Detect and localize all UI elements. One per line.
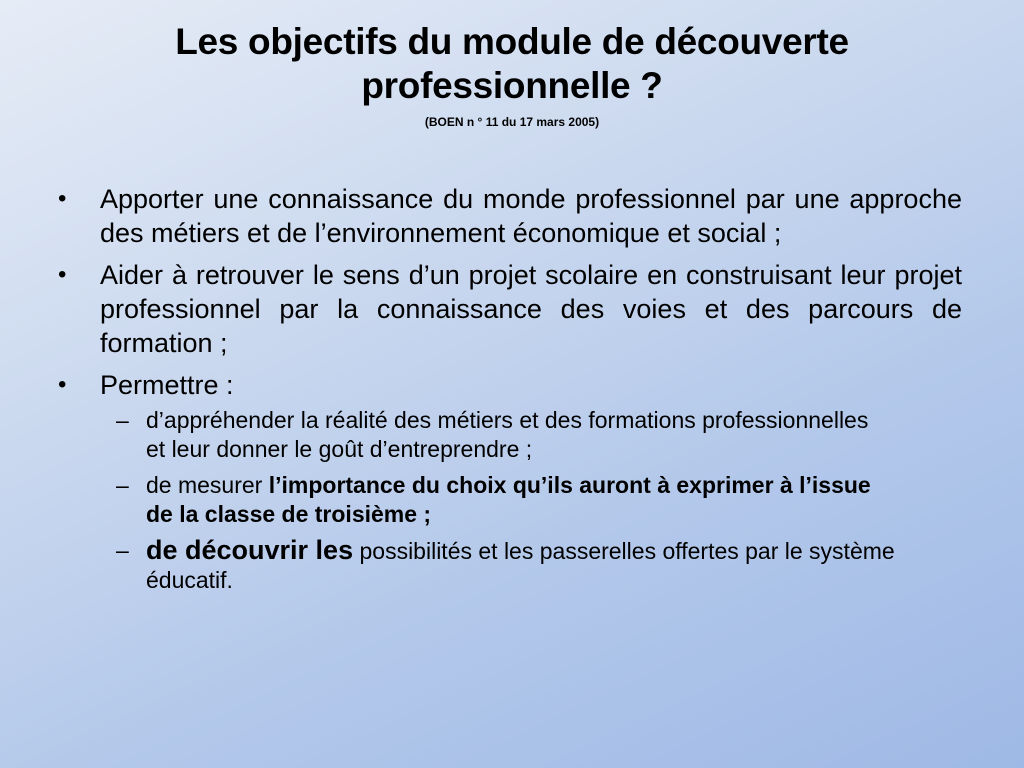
sub-item <box>116 536 916 595</box>
sub-text-suffix: possibilités et les passerelles offertes par le système éducatif. <box>146 538 895 593</box>
bullet-item <box>58 258 962 360</box>
bullet-mark: • <box>58 261 67 288</box>
bullet-text: Apporter une connaissance du monde professionnel par une approche des métiers et de l’environnement économique et social ; <box>100 184 962 248</box>
sub-mark: – <box>116 537 129 563</box>
slide-subtitle: (BOEN n ° 11 du 17 mars 2005) <box>424 115 600 129</box>
title-block <box>80 20 944 130</box>
sub-text: d’appréhender la réalité des métiers et des formations professionnelles et leur donner le goût d’entreprendre ; <box>146 407 869 462</box>
bullet-mark: • <box>58 185 67 212</box>
bullet-mark: • <box>58 371 67 398</box>
bullet-item <box>58 182 962 250</box>
sub-mark: – <box>116 407 129 433</box>
bullet-text: Aider à retrouver le sens d’un projet scolaire en construisant leur projet professionnel par la connaissance des voies et des parcours de formation ; <box>100 260 962 358</box>
sub-text-bold: l’importance du choix qu’ils auront à exprimer à l’issue de la classe de troisième ; <box>146 472 871 527</box>
sub-text <box>146 471 876 529</box>
sub-text-prefix: de mesurer <box>146 472 269 498</box>
sub-text-bold: de découvrir les <box>146 535 354 565</box>
bullet-text: Permettre : <box>100 370 234 400</box>
bullet-list <box>58 182 962 602</box>
sub-item <box>116 406 876 464</box>
sub-text <box>146 536 916 595</box>
bullet-item <box>58 368 962 402</box>
sub-mark: – <box>116 472 129 498</box>
sub-item <box>116 471 876 529</box>
slide-title: Les objectifs du module de découverte professionnelle ? <box>175 21 849 106</box>
